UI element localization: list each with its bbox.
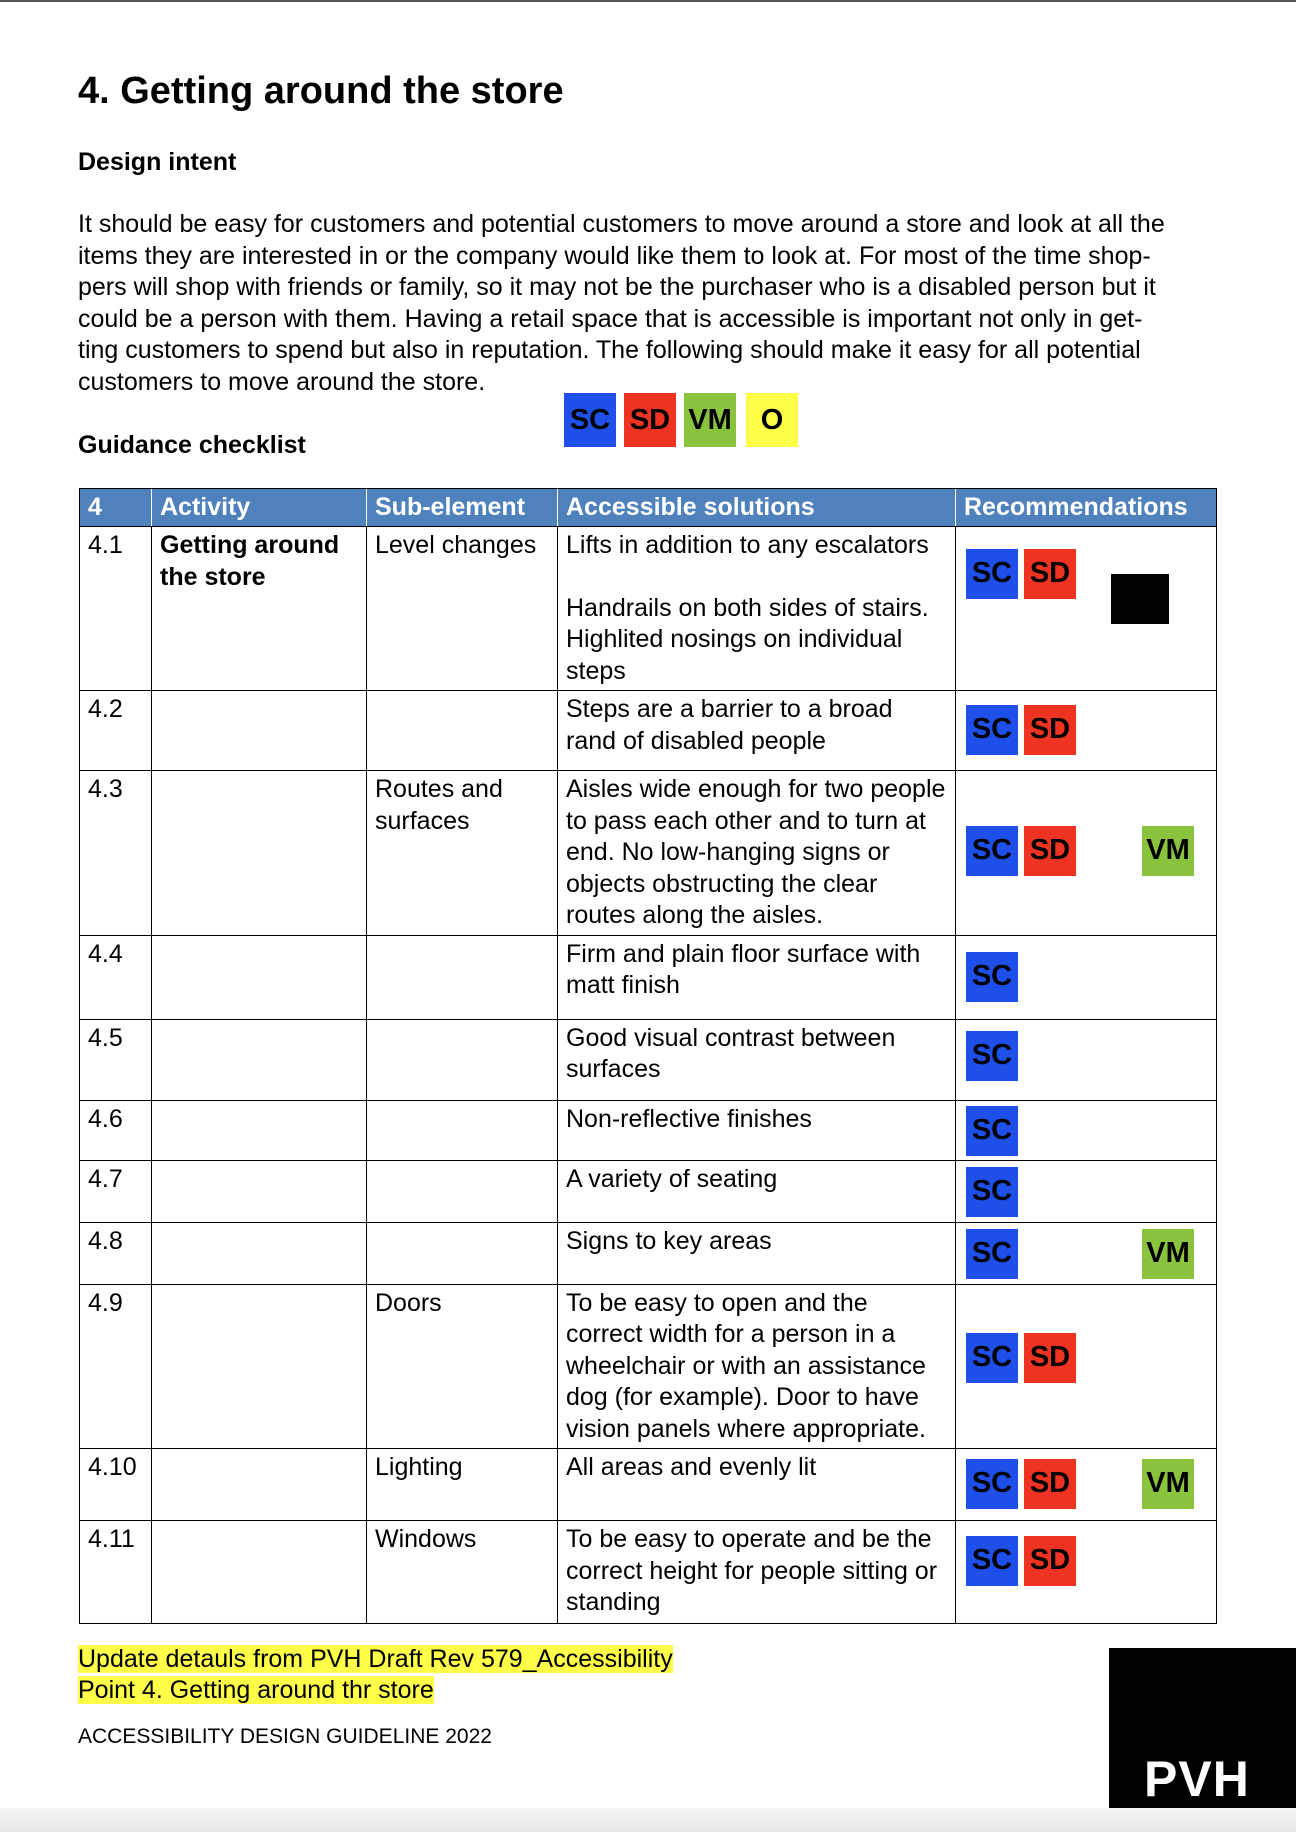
paragraph-line: could be a person with them. Having a retail space that is accessible is important not only in get-: [78, 304, 1143, 333]
header-num: 4: [80, 489, 152, 527]
row-number: 4.3: [80, 771, 152, 936]
note-line: Point 4. Getting around thr store: [78, 1676, 434, 1704]
vm-badge: VM: [1142, 826, 1194, 876]
bottom-edge: [0, 1808, 1296, 1832]
vm-badge: VM: [1142, 1459, 1194, 1509]
row-sub-element: [367, 691, 558, 771]
legend-sc-badge: SC: [564, 393, 616, 447]
row-recommendations: [956, 1100, 1217, 1160]
sd-badge: SD: [1024, 549, 1076, 599]
row-activity: [152, 1449, 367, 1521]
row-recommendations: [956, 527, 1217, 691]
row-number: 4.4: [80, 935, 152, 1019]
vm-badge: VM: [1142, 1229, 1194, 1279]
row-sub-element: Lighting: [367, 1449, 558, 1521]
solution-text: Handrails on both sides of stairs. Highlited nosings on individual steps: [566, 593, 929, 685]
table-row: [80, 1521, 1217, 1624]
legend-sd-badge: SD: [624, 393, 676, 447]
paragraph-line: ting customers to spend but also in reputation. The following should make it easy for all potential: [78, 336, 1141, 364]
row-solution: Firm and plain floor surface with matt finish: [558, 935, 956, 1019]
header-activity: Activity: [152, 489, 367, 527]
row-activity: [152, 1100, 367, 1160]
table-row: [80, 1284, 1217, 1449]
paragraph-line: It should be easy for customers and potential customers to move around a store and look at all the: [78, 210, 1165, 238]
table-row: [80, 1160, 1217, 1222]
sc-badge: SC: [966, 1167, 1018, 1217]
row-number: 4.8: [80, 1222, 152, 1284]
row-sub-element: Windows: [367, 1521, 558, 1624]
paragraph-line: pers will shop with friends or family, so it may not be the purchaser who is a disabled person but it: [78, 273, 1156, 301]
guidance-checklist-heading: Guidance checklist: [78, 431, 306, 459]
row-activity: [152, 771, 367, 936]
row-recommendations: [956, 1449, 1217, 1521]
row-recommendations: [956, 771, 1217, 936]
table-row: [80, 1222, 1217, 1284]
row-solution: Aisles wide enough for two people to pass each other and to turn at end. No low-hanging signs or objects obstructing the clear routes along the aisles.: [558, 771, 956, 936]
paragraph-line: customers to move around the store.: [78, 367, 486, 396]
row-activity: [152, 1284, 367, 1449]
sc-badge: SC: [966, 1536, 1018, 1586]
solution-text: Lifts in addition to any escalators: [566, 531, 929, 559]
design-intent-heading: Design intent: [78, 148, 237, 176]
row-solution: [558, 527, 956, 691]
sc-badge: SC: [966, 952, 1018, 1002]
table-row: [80, 1100, 1217, 1160]
sd-badge: SD: [1024, 705, 1076, 755]
highlighted-note: [78, 1644, 673, 1706]
header-recommendations: Recommendations: [956, 489, 1217, 527]
top-border: [0, 0, 1296, 2]
sc-badge: SC: [966, 1459, 1018, 1509]
note-line: Update detauls from PVH Draft Rev 579_Accessibility: [78, 1645, 673, 1673]
sc-badge: SC: [966, 1333, 1018, 1383]
row-recommendations: [956, 1521, 1217, 1624]
row-solution: A variety of seating: [558, 1160, 956, 1222]
row-number: 4.11: [80, 1521, 152, 1624]
row-recommendations: [956, 1284, 1217, 1449]
row-recommendations: [956, 1019, 1217, 1100]
sc-badge: SC: [966, 549, 1018, 599]
row-activity: [152, 1222, 367, 1284]
row-solution: Non-reflective finishes: [558, 1100, 956, 1160]
page-title: 4. Getting around the store: [78, 70, 564, 112]
document-footer: ACCESSIBILITY DESIGN GUIDELINE 2022: [78, 1725, 492, 1748]
sc-badge: SC: [966, 826, 1018, 876]
row-sub-element: Doors: [367, 1284, 558, 1449]
row-sub-element: Level changes: [367, 527, 558, 691]
sc-badge: SC: [966, 1031, 1018, 1081]
table-row: [80, 935, 1217, 1019]
row-solution: Signs to key areas: [558, 1222, 956, 1284]
pvh-logo: PVH: [1144, 1751, 1250, 1807]
row-activity: [152, 691, 367, 771]
row-recommendations: [956, 1222, 1217, 1284]
header-solutions: Accessible solutions: [558, 489, 956, 527]
table-row: [80, 1449, 1217, 1521]
guidance-checklist-table: [79, 488, 1217, 1624]
sc-badge: SC: [966, 1106, 1018, 1156]
row-activity: Getting around the store: [152, 527, 367, 691]
row-number: 4.10: [80, 1449, 152, 1521]
row-activity: [152, 1521, 367, 1624]
row-sub-element: [367, 1100, 558, 1160]
sd-badge: SD: [1024, 1333, 1076, 1383]
row-activity: [152, 1019, 367, 1100]
table-row: [80, 771, 1217, 936]
paragraph-line: items they are interested in or the company would like them to look at. For most of the time shop-: [78, 241, 1151, 270]
row-number: 4.5: [80, 1019, 152, 1100]
row-activity: [152, 935, 367, 1019]
table-row: [80, 1019, 1217, 1100]
row-sub-element: [367, 1160, 558, 1222]
row-sub-element: [367, 1222, 558, 1284]
row-recommendations: [956, 935, 1217, 1019]
sd-badge: SD: [1024, 826, 1076, 876]
row-sub-element: Routes and surfaces: [367, 771, 558, 936]
row-number: 4.1: [80, 527, 152, 691]
table-row: [80, 691, 1217, 771]
row-solution: All areas and evenly lit: [558, 1449, 956, 1521]
row-number: 4.6: [80, 1100, 152, 1160]
row-solution: Good visual contrast between surfaces: [558, 1019, 956, 1100]
sc-badge: SC: [966, 1229, 1018, 1279]
legend-vm-badge: VM: [684, 393, 736, 447]
legend-o-badge: O: [746, 393, 798, 447]
row-solution: To be easy to open and the correct width for a person in a wheelchair or with an assistance dog (for example). Door to have vision panels where appropriate.: [558, 1284, 956, 1449]
sc-badge: SC: [966, 705, 1018, 755]
sd-badge: SD: [1024, 1536, 1076, 1586]
sd-badge: SD: [1024, 1459, 1076, 1509]
table-header-row: [80, 489, 1217, 527]
row-recommendations: [956, 691, 1217, 771]
row-sub-element: [367, 1019, 558, 1100]
row-number: 4.9: [80, 1284, 152, 1449]
row-number: 4.2: [80, 691, 152, 771]
row-number: 4.7: [80, 1160, 152, 1222]
row-sub-element: [367, 935, 558, 1019]
row-recommendations: [956, 1160, 1217, 1222]
row-activity: [152, 1160, 367, 1222]
row-solution: To be easy to operate and be the correct height for people sitting or standing: [558, 1521, 956, 1624]
row-solution: Steps are a barrier to a broad rand of disabled people: [558, 691, 956, 771]
table-row: [80, 527, 1217, 691]
header-sub-element: Sub-element: [367, 489, 558, 527]
design-intent-paragraph: [78, 209, 1228, 398]
black-square-marker: [1111, 574, 1169, 624]
